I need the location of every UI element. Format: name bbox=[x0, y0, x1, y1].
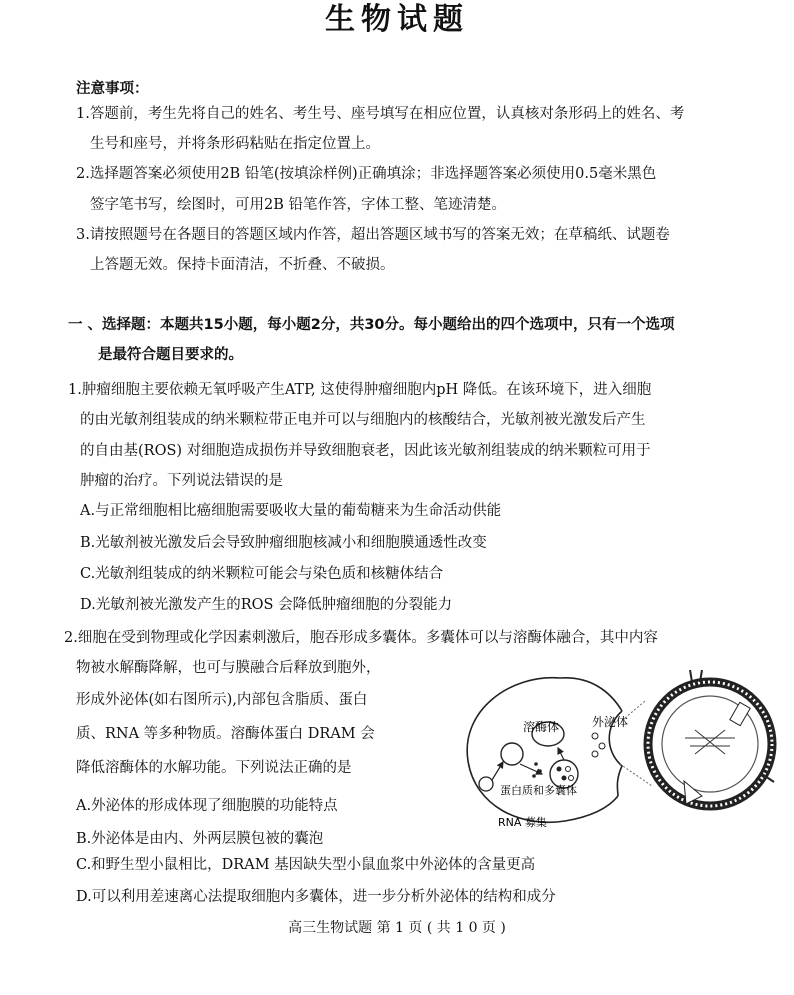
question-1-stem: 1.肿瘤细胞主要依赖无氧呼吸产生ATP, 这使得肿瘤细胞内pH 降低。在该环境下，进入细胞 bbox=[68, 382, 652, 398]
exosome-figure bbox=[440, 656, 785, 831]
endosome-shape bbox=[501, 743, 523, 765]
question-1-option-c: C.光敏剂组装成的纳米颗粒可能会与染色质和核糖体结合 bbox=[80, 566, 444, 582]
section-heading-cont: 是最符合题目要求的。 bbox=[98, 347, 243, 363]
notice-item: 上答题无效。保持卡面清洁，不折叠、不破损。 bbox=[90, 257, 395, 273]
question-2-option-d: D.可以利用差速离心法提取细胞内多囊体，进一步分析外泌体的结构和成分 bbox=[76, 889, 556, 905]
section-heading: 一 、选择题：本题共15小题，每小题2分，共30分。每小题给出的四个选项中，只有一个选项 bbox=[68, 317, 675, 333]
question-1-stem: 的自由基(ROS) 对细胞造成损伤并导致细胞衰老，因此该光敏剂组装成的纳米颗粒可用于 bbox=[80, 443, 651, 459]
notice-item: 签字笔书写，绘图时，可用2B 铅笔作答，字体工整、笔迹清楚。 bbox=[90, 197, 506, 213]
label-lysosome: 溶酶体 bbox=[523, 720, 560, 734]
question-2-stem: 降低溶酶体的水解功能。下列说法正确的是 bbox=[76, 760, 352, 776]
label-protein-mvb: 蛋白质和多囊体 bbox=[500, 784, 577, 797]
label-exosome: 外泌体 bbox=[592, 715, 629, 729]
question-2-stem: 物被水解酶降解，也可与膜融合后释放到胞外， bbox=[76, 660, 381, 676]
exosome-dot bbox=[592, 733, 598, 739]
question-1-option-a: A.与正常细胞相比癌细胞需要吸收大量的葡萄糖来为生命活动供能 bbox=[80, 503, 502, 519]
question-2-option-a: A.外泌体的形成体现了细胞膜的功能特点 bbox=[76, 798, 338, 814]
question-2-option-c: C.和野生型小鼠相比，DRAM 基因缺失型小鼠血浆中外泌体的含量更高 bbox=[76, 857, 536, 873]
question-2-stem: 质、RNA 等多种物质。溶酶体蛋白 DRAM 会 bbox=[76, 726, 375, 742]
question-2-stem: 形成外泌体(如右图所示),内部包含脂质、蛋白 bbox=[76, 692, 368, 708]
question-2-option-b: B.外泌体是由内、外两层膜包被的囊泡 bbox=[76, 831, 324, 847]
question-1-stem: 的由光敏剂组装成的纳米颗粒带正电并可以与细胞内的核酸结合，光敏剂被光激发后产生 bbox=[80, 412, 646, 428]
question-1-option-d: D.光敏剂被光激发产生的ROS 会降低肿瘤细胞的分裂能力 bbox=[80, 597, 453, 613]
question-1-stem: 肿瘤的治疗。下列说法错误的是 bbox=[80, 473, 283, 489]
notice-item: 生号和座号，并将条形码粘贴在指定位置上。 bbox=[90, 136, 380, 152]
page-footer: 高三生物试题 第 1 页 ( 共 1 0 页 ) bbox=[288, 920, 506, 936]
notice-heading: 注意事项： bbox=[76, 81, 149, 97]
label-rna: RNA 募集 bbox=[498, 816, 547, 829]
question-2-stem: 2.细胞在受到物理或化学因素刺激后，胞吞形成多囊体。多囊体可以与溶酶体融合，其中内容 bbox=[64, 630, 658, 646]
page-title: 生物试题 bbox=[325, 2, 469, 37]
cell-membrane-line bbox=[467, 678, 618, 823]
question-1-option-b: B.光敏剂被光激发后会导致肿瘤细胞核减小和细胞膜通透性改变 bbox=[80, 535, 487, 551]
notice-item: 3.请按照题号在各题目的答题区域内作答，超出答题区域书写的答案无效；在草稿纸、试题卷 bbox=[76, 227, 670, 243]
notice-item: 2.选择题答案必须使用2B 铅笔(按填涂样例)正确填涂；非选择题答案必须使用0.5毫米黑色 bbox=[76, 166, 657, 182]
notice-item: 1.答题前，考生先将自己的姓名、考生号、座号填写在相应位置，认真核对条形码上的姓名、考 bbox=[76, 106, 685, 122]
